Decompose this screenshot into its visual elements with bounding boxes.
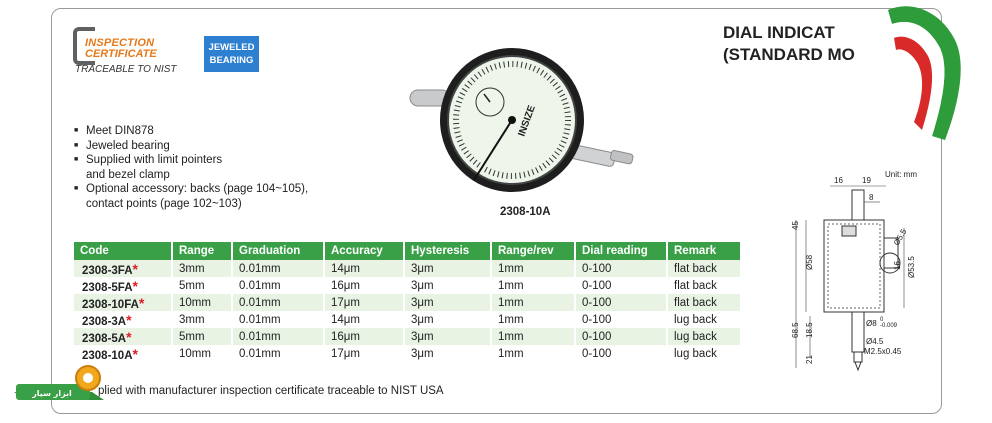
table-cell-code	[74, 294, 172, 311]
table-cell-range: 10mm	[172, 345, 232, 362]
dim-53-5: Ø53.5	[907, 256, 916, 278]
table-cell-range-rev: 1mm	[491, 345, 575, 362]
table-cell-hysteresis: 3μm	[404, 260, 491, 277]
jeweled-line2: BEARING	[209, 55, 254, 66]
table-cell-hysteresis: 3μm	[404, 311, 491, 328]
table-cell-hysteresis: 3μm	[404, 345, 491, 362]
jeweled-bearing-badge	[204, 36, 259, 72]
header-remark: Remark	[667, 242, 741, 260]
table-cell-graduation: 0.01mm	[232, 311, 324, 328]
table-cell-range: 3mm	[172, 311, 232, 328]
table-cell-graduation: 0.01mm	[232, 345, 324, 362]
header-dial-reading: Dial reading	[575, 242, 667, 260]
dim-58: Ø58	[805, 254, 814, 270]
dim-18-5: 18.5	[805, 322, 814, 338]
header-code: Code	[74, 242, 172, 260]
certified-star-icon: *	[132, 260, 138, 277]
technical-drawing	[776, 168, 936, 378]
table-cell-remark: lug back	[667, 311, 741, 328]
dial-indicator-image	[402, 42, 652, 202]
table-row	[74, 311, 741, 328]
table-cell-graduation: 0.01mm	[232, 294, 324, 311]
table-cell-dial-reading: 0-100	[575, 311, 667, 328]
certified-star-icon: *	[138, 294, 145, 311]
table-cell-dial-reading: 0-100	[575, 260, 667, 277]
table-cell-remark: lug back	[667, 345, 741, 362]
dim-5-5: Ø5.5	[891, 227, 909, 247]
feature-list	[74, 124, 308, 211]
certificate-line3: TRACEABLE TO NIST	[75, 64, 177, 75]
feature-item: ■ Jeweled bearing	[74, 139, 308, 154]
table-row	[74, 345, 741, 362]
title-line2: (STANDARD MO	[723, 45, 855, 64]
table-cell-remark: lug back	[667, 328, 741, 345]
table-row	[74, 277, 741, 294]
table-cell-range-rev: 1mm	[491, 311, 575, 328]
table-cell-remark: flat back	[667, 277, 741, 294]
code-text: 2308-3A	[82, 315, 127, 328]
dial-brand-text: INSIZE	[516, 103, 538, 139]
iran-flag-ribbon-icon	[870, 0, 970, 150]
table-cell-range: 10mm	[172, 294, 232, 311]
table-row	[74, 260, 741, 277]
dim-8: 8	[869, 193, 874, 202]
feature-item: ■ Supplied with limit pointers	[74, 153, 308, 168]
table-cell-range-rev: 1mm	[491, 260, 575, 277]
table-header-row	[74, 242, 741, 260]
table-cell-accuracy: 16μm	[324, 277, 404, 294]
table-cell-range-rev: 1mm	[491, 328, 575, 345]
spec-table	[74, 242, 742, 362]
inspection-certificate-badge	[73, 25, 197, 75]
dim-21: 21	[805, 355, 814, 364]
code-text: 2308-5FA	[82, 281, 133, 294]
table-row	[74, 294, 741, 311]
dim-19: 19	[862, 176, 871, 185]
table-cell-range-rev: 1mm	[491, 294, 575, 311]
unit-label: Unit: mm	[885, 170, 917, 179]
table-cell-range: 5mm	[172, 328, 232, 345]
code-text: 2308-5A	[82, 332, 127, 345]
header-range-rev: Range/rev	[491, 242, 575, 260]
table-cell-accuracy: 14μm	[324, 260, 404, 277]
logo-text: ابزار سیار	[32, 389, 72, 398]
certified-star-icon: *	[132, 345, 138, 362]
table-cell-graduation: 0.01mm	[232, 277, 324, 294]
feature-item-continuation: contact points (page 102~103)	[86, 197, 242, 210]
certified-star-icon: *	[132, 277, 138, 294]
dim-16b: 16	[893, 261, 902, 270]
table-cell-range-rev: 1mm	[491, 277, 575, 294]
header-accuracy: Accuracy	[324, 242, 404, 260]
page-title	[723, 22, 855, 66]
table-cell-dial-reading: 0-100	[575, 345, 667, 362]
dim-45: 45	[791, 221, 800, 230]
dim-8-tol-upper: 0	[880, 317, 884, 323]
feature-item: ■ Meet DIN878	[74, 124, 308, 139]
table-cell-range: 3mm	[172, 260, 232, 277]
header-hysteresis: Hysteresis	[404, 242, 491, 260]
table-cell-code	[74, 345, 172, 362]
table-cell-accuracy: 14μm	[324, 311, 404, 328]
feature-item: ■ Optional accessory: backs (page 104~105),	[74, 182, 308, 197]
table-cell-accuracy: 17μm	[324, 294, 404, 311]
table-cell-hysteresis: 3μm	[404, 294, 491, 311]
table-cell-remark: flat back	[667, 294, 741, 311]
jeweled-line1: JEWELED	[208, 42, 255, 53]
table-cell-remark: flat back	[667, 260, 741, 277]
certified-star-icon: *	[126, 328, 132, 345]
table-cell-dial-reading: 0-100	[575, 277, 667, 294]
code-text: 2308-3FA	[82, 264, 133, 277]
table-cell-code	[74, 328, 172, 345]
dim-8h: Ø8	[866, 319, 877, 328]
table-cell-range: 5mm	[172, 277, 232, 294]
dim-thread: M2.5x0.45	[864, 347, 902, 356]
header-range: Range	[172, 242, 232, 260]
table-cell-graduation: 0.01mm	[232, 328, 324, 345]
table-cell-code	[74, 277, 172, 294]
dim-4-5: Ø4.5	[866, 337, 884, 346]
feature-item-continuation: and bezel clamp	[86, 168, 170, 181]
code-text: 2308-10A	[82, 349, 133, 362]
header-graduation: Graduation	[232, 242, 324, 260]
table-cell-dial-reading: 0-100	[575, 328, 667, 345]
table-cell-hysteresis: 3μm	[404, 328, 491, 345]
table-cell-code	[74, 311, 172, 328]
table-cell-hysteresis: 3μm	[404, 277, 491, 294]
title-line1: DIAL INDICAT	[723, 23, 835, 42]
dim-8-tol-lower: -0.009	[880, 323, 898, 329]
certificate-line2: CERTIFICATE	[85, 48, 157, 60]
footnote: plied with manufacturer inspection certificate traceable to NIST USA	[98, 385, 444, 397]
certificate-line1: INSPECTION	[85, 37, 155, 49]
product-model-label: 2308-10A	[500, 206, 551, 218]
table-cell-dial-reading: 0-100	[575, 294, 667, 311]
certified-star-icon: *	[126, 311, 132, 328]
table-row	[74, 328, 741, 345]
table-cell-code	[74, 260, 172, 277]
gear-wrench-logo-icon	[12, 362, 108, 408]
dim-68-5: 68.5	[791, 322, 800, 338]
code-text: 2308-10FA	[82, 298, 139, 311]
table-cell-accuracy: 17μm	[324, 345, 404, 362]
dim-16: 16	[834, 176, 843, 185]
table-cell-graduation: 0.01mm	[232, 260, 324, 277]
table-cell-accuracy: 16μm	[324, 328, 404, 345]
